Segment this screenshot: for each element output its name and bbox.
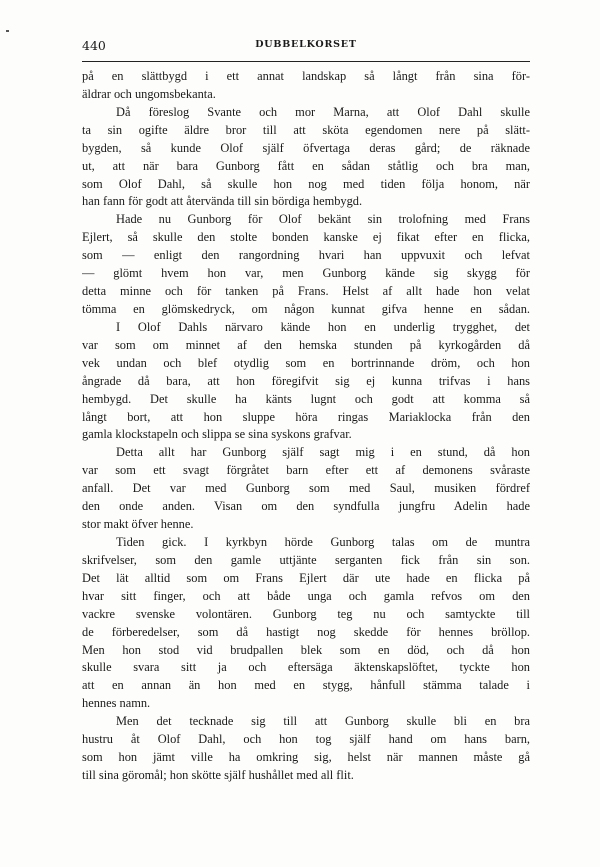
text-line: som — enligt den rangordning hvari han uppvuxit och lefvat [82, 248, 530, 263]
text-line: som hon jämt ville ha omkring sig, helst när mannen måste gå [82, 750, 530, 765]
text-line: Hade nu Gunborg för Olof bekänt sin trolofning med Frans [116, 212, 530, 227]
text-line: gamla klockstapeln och slippa se sina syskons grafvar. [82, 427, 352, 442]
page-header [82, 38, 530, 54]
text-line: till sina göromål; hon skötte själf hushållet med all flit. [82, 767, 354, 782]
text-line: hustru åt Olof Dahl, och hon tog själf hand om hans barn, [82, 732, 530, 747]
text-line: de förberedelser, som då hastigt nog skedde för hennes bröllop. [82, 624, 530, 639]
text-line: vek undan och blef otydlig som en bortrinnande dröm, och hon [82, 355, 530, 370]
text-line: ångrade då bara, att hon föregifvit sig ej kunna trifvas i hans [82, 373, 530, 388]
text-line: ut, att när bara Gunborg fått en sådan ståtlig och bra man, [82, 158, 530, 173]
text-line: Då föreslog Svante och mor Marna, att Olof Dahl skulle [116, 104, 530, 119]
text-line: hvar sitt finger, och att både unga och gamla refvos om den [82, 588, 530, 603]
text-line: I Olof Dahls närvaro kände hon en underlig trygghet, det [116, 319, 530, 334]
text-line: Ejlert, så skulle den stolte bonden kanske ej fikat efter en flicka, [82, 230, 530, 245]
text-line: hembygd. Det skulle ha känts lugnt och godt att komma så [82, 391, 530, 406]
text-line: långt bort, att hon sluppe höra ringas Mariaklocka från den [82, 409, 530, 424]
text-line: Men hon stod vid brudpallen blek som en död, och då hon [82, 642, 530, 657]
text-line: Tiden gick. I kyrkbyn hörde Gunborg talas om de muntra [116, 534, 530, 549]
text-line: — glömt hvem hon var, men Gunborg kände sig skygg för [82, 266, 530, 281]
text-line: ta sin ogifte äldre bror till att sköta egendomen nere på slätt- [82, 122, 530, 137]
text-line: Men det tecknade sig till att Gunborg skulle bli en bra [116, 714, 530, 729]
text-line: skrifvelser, som den gamle uttjänte serganten fick från sin son. [82, 552, 530, 567]
running-head: DUBBELKORSET [255, 39, 357, 50]
text-line: bygden, så kunde Olof själf öfvertaga deras gård; de räknade [82, 140, 530, 155]
ink-speck [6, 30, 9, 32]
text-line: skulle svara sitt ja och eftersäga äktenskapslöftet, tyckte hon [82, 660, 530, 675]
text-line: på en slättbygd i ett annat landskap så långt från sina för- [82, 69, 530, 83]
page-number: 440 [82, 38, 106, 53]
text-line: vackre svenske volontären. Gunborg teg nu och samtyckte till [82, 606, 530, 621]
text-line: äldrar och ungomsbekanta. [82, 86, 216, 101]
text-line: stor makt öfver henne. [82, 517, 194, 532]
text-line: han fann för godt att återvända till sin bördiga hembygd. [82, 194, 363, 209]
text-line: som Olof Dahl, så skulle hon nog med tiden följa honom, när [82, 176, 530, 191]
text-line: att en annan än hon med en stygg, hånfull stämma talade i [82, 678, 530, 693]
text-line: var som om minnet af den hemska stunden på kyrkogården då [82, 337, 530, 352]
text-line: tömma en glömskedryck, om någon kunnat gifva henne en sådan. [82, 301, 530, 316]
text-line: detta minne och för tanken på Frans. Helst af allt hade hon velat [82, 284, 530, 299]
text-line: Detta allt har Gunborg själf sagt mig i en stund, då hon [116, 445, 530, 460]
text-line: anfall. Det var med Gunborg som med Saul, musiken fördref [82, 481, 530, 496]
text-line: var som ett svagt förgråtet barn efter ett af demonens svåraste [82, 463, 530, 478]
header-rule [82, 61, 530, 62]
text-line: hennes namn. [82, 696, 151, 711]
body-text [82, 68, 530, 785]
text-line: den onde anden. Visan om den syndfulla jungfru Adelin hade [82, 499, 530, 514]
text-line: Det lät alltid som om Frans Ejlert där ute hade en flicka på [82, 570, 530, 585]
